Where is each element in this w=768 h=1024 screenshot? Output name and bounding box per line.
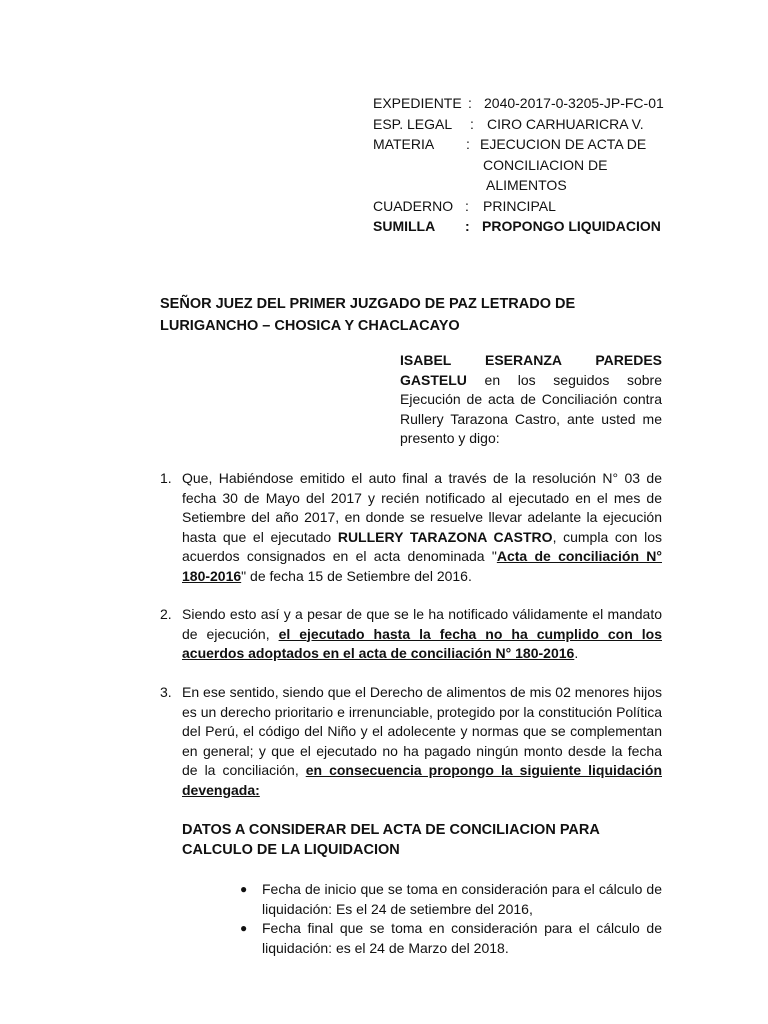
text-run: . <box>574 645 579 661</box>
addressee-title: SEÑOR JUEZ DEL PRIMER JUZGADO DE PAZ LETRADO DE LURIGANCHO – CHOSICA Y CHACLACAYO <box>160 296 576 334</box>
paragraph-text <box>182 605 662 664</box>
header-value: PROPONGO LIQUIDACION <box>482 218 661 234</box>
paragraph-text <box>182 683 662 800</box>
emphasis-text: en consecuencia propongo la siguiente liquidación devengada: <box>182 762 662 798</box>
defendant-name: RULLERY TARAZONA CASTRO <box>337 528 553 545</box>
bullet-icon: ● <box>240 921 248 935</box>
header-colon: : <box>466 136 470 152</box>
header-value: CIRO CARHUARICRA V. <box>487 115 644 132</box>
header-value: CONCILIACION DE <box>483 156 608 173</box>
header-value: ALIMENTOS <box>486 177 567 193</box>
emphasis-text: el ejecutado hasta la fecha no ha cumplido con los acuerdos adoptados en el acta de conciliación N° 180-2016 <box>182 625 662 661</box>
paragraph-text <box>182 469 662 586</box>
header-key: CUADERNO <box>373 197 454 214</box>
header-key: EXPEDIENTE <box>373 95 462 111</box>
petitioner-name: ISABEL ESERANZA PAREDES GASTELU <box>400 352 662 388</box>
paragraph-number: 2. <box>160 606 172 622</box>
header-key: ESP. LEGAL <box>373 115 453 132</box>
header-colon: : <box>465 197 469 214</box>
intro-text: en los seguidos sobre Ejecución de acta de Conciliación contra Rullery Tarazona Castro, ante usted me presento y digo: <box>400 371 662 446</box>
header-colon: : <box>470 115 474 132</box>
header-key: MATERIA <box>373 136 435 152</box>
header-value: 2040-2017-0-3205-JP-FC-01 <box>484 95 664 111</box>
header-key: SUMILLA <box>373 218 436 234</box>
header-value: EJECUCION DE ACTA DE <box>480 136 647 152</box>
text-run: Que, Habiéndose emitido el auto final a través de la resolución N° 03 de fecha 30 de Mayo del 2017 y recién notificado al ejecutado en el mes de Setiembre del año 2017, en donde se resuelve llevar adelante la ejecución hasta que el ejecutado <box>182 470 662 545</box>
text-run: , cumpla con los acuerdos consignados en el acta denominada " <box>182 528 662 564</box>
paragraph-number: 1. <box>160 470 172 486</box>
text-run: Siendo esto así y a pesar de que se le ha notificado válidamente el mandato de ejecución, <box>182 606 662 642</box>
acta-reference: Acta de conciliación N° 180-2016 <box>182 548 662 584</box>
header-colon: : <box>468 95 472 111</box>
text-run: " de fecha 15 de Setiembre del 2016. <box>241 567 472 584</box>
case-header <box>373 93 673 238</box>
paragraph-number: 3. <box>160 684 172 700</box>
bullet-text: Fecha final que se toma en consideración para el cálculo de liquidación: es el 24 de Marzo del 2018. <box>262 920 662 956</box>
section-title: DATOS A CONSIDERAR DEL ACTA DE CONCILIACION PARA CALCULO DE LA LIQUIDACION <box>182 822 600 858</box>
header-colon: : <box>465 218 470 234</box>
text-run: En ese sentido, siendo que el Derecho de alimentos de mis 02 menores hijos es un derecho prioritario e irrenunciable, protegido por la constitución Política del Perú, el código del Niño y el adolecente y normas que se complementan en general; y que el ejecutado no ha pagado ningún monto desde la fecha de la conciliación, <box>182 684 662 778</box>
bullet-text: Fecha de inicio que se toma en consideración para el cálculo de liquidación: Es el 24 de setiembre del 2016, <box>262 881 662 917</box>
header-value: PRINCIPAL <box>483 197 556 214</box>
intro-paragraph <box>400 351 662 449</box>
bullet-icon: ● <box>240 882 248 896</box>
